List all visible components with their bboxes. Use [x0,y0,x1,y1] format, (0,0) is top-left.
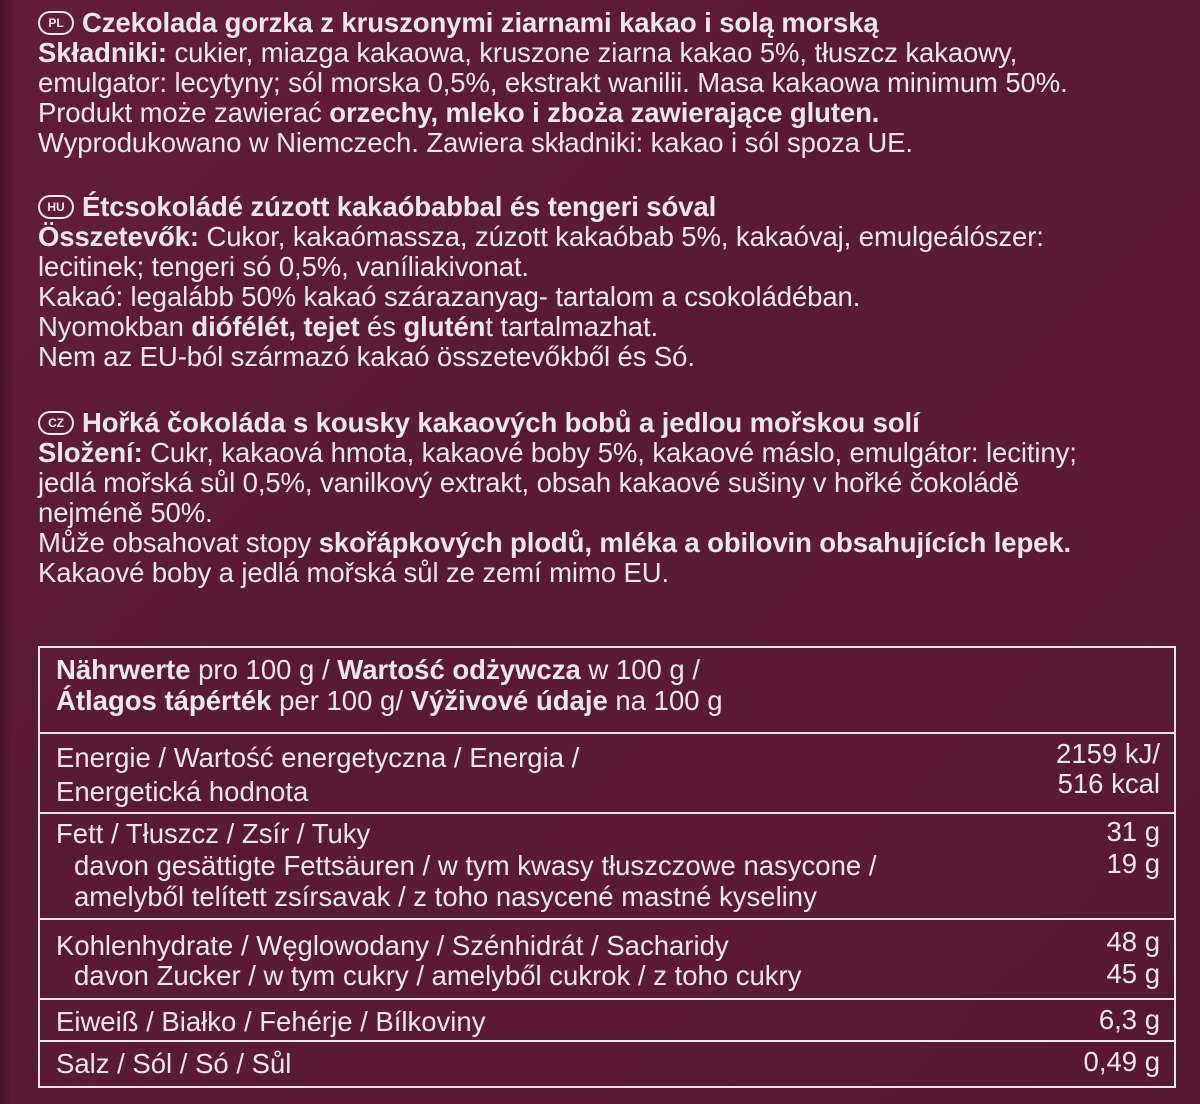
czech-ingredients-line-2: jedlá mořská sůl 0,5%, vanilkový extrakt, obsah kakaové sušiny v hořké čokoládě [38,467,1020,498]
czech-ingredients-text-1: Cukr, kakaová hmota, kakaové boby 5%, kakaové máslo, emulgátor: lecitiny; [142,437,1077,468]
czech-section [38,408,1077,588]
hungarian-cocoa-line: Kakaó: legalább 50% kakaó szárazanyag- tartalom a csokoládéban. [38,281,861,312]
hungarian-ingredients-label: Összetevők: [38,221,199,252]
protein-row [40,998,1174,1040]
polish-allergen-line [38,98,1068,128]
header-per-100g-2: w 100 g / [580,654,701,685]
hungarian-allergen-post: t tartalmazhat. [485,311,659,342]
czech-allergen-pre: Může obsahovat stopy [38,527,319,558]
carbohydrate-row [40,918,1174,998]
hungarian-allergen-pre: Nyomokban [38,311,192,342]
polish-allergen-nuts: orzechy [329,97,431,128]
hungarian-title [38,192,1044,222]
polish-ingredients-line-2: emulgator: lecytyny; sól morska 0,5%, ekstrakt wanilii. Masa kakaowa minimum 50%. [38,67,1068,98]
polish-ingredients-line-1 [38,38,1068,68]
hungarian-allergen-line [38,312,1044,342]
fat-row [40,812,1174,918]
hungarian-section [38,192,1044,372]
energy-row [40,732,1174,812]
header-vyzivove: Výživové údaje [410,685,608,716]
carbohydrate-label: Kohlenhydrate / Węglowodany / Szénhidrát / Sacharidy [56,930,729,961]
hungarian-allergen-nuts: diófélét [191,311,289,342]
energy-kcal-value: 516 kcal [1057,768,1160,799]
sugar-value: 45 g [1106,958,1160,989]
header-atlagos: Átlagos tápérték [56,685,272,716]
energy-label-1: Energie / Wartość energetyczna / Energia / [56,742,580,773]
header-per-100g-3: per 100 g/ [271,685,411,716]
hungarian-allergen-milk: tejet [303,311,360,342]
polish-ingredients-label: Składniki: [38,37,167,68]
header-nahrwerte: Nährwerte [56,654,191,685]
hungarian-origin-line: Nem az EU-ból származó kakaó összetevőkből és Só. [38,341,695,372]
hungarian-allergen-sep-2: és [359,311,404,342]
hu-language-badge: HU [38,195,74,219]
package-edge [0,0,14,1104]
czech-origin-line: Kakaové boby a jedlá mořská sůl ze zemí mimo EU. [38,557,670,588]
polish-allergen-milk: mleko [445,97,525,128]
hungarian-ingredients-line-2: lecitinek; tengeri só 0,5%, vaníliakivonat. [38,251,529,282]
hungarian-ingredients-text-1: Cukor, kakaómassza, zúzott kakaóbab 5%, kakaóvaj, emulgeálószer: [198,221,1044,252]
pl-language-badge: PL [38,11,74,35]
salt-label: Salz / Sól / Só / Sůl [56,1048,292,1079]
energy-label-2: Energetická hodnota [56,776,309,807]
header-wartosc: Wartość odżywcza [337,654,581,685]
czech-allergen-list: skořápkových plodů, mléka a obilovin obsahujících lepek. [318,527,1072,558]
czech-title-text: Hořká čokoláda s kousky kakaových bobů a jedlou mořskou solí [82,407,920,438]
hungarian-title-text: Étcsokoládé zúzott kakaóbabbal és tengeri sóval [82,191,717,222]
fat-label: Fett / Tłuszcz / Zsír / Tuky [56,818,371,849]
polish-allergen-pre: Produkt może zawierać [38,97,330,128]
saturated-fat-value: 19 g [1106,848,1160,879]
polish-origin-line: Wyprodukowano w Niemczech. Zawiera składniki: kakao i sól spoza UE. [38,127,913,158]
polish-ingredients-text-1: cukier, miazga kakaowa, kruszone ziarna kakao 5%, tłuszcz kakaowy, [166,37,1018,68]
saturated-fat-label-2: amelyből telített zsírsavak / z toho nasycené mastné kyseliny [74,881,817,912]
salt-value: 0,49 g [1083,1046,1160,1077]
polish-allergen-sep-1: , [430,97,446,128]
protein-value: 6,3 g [1098,1004,1160,1035]
polish-allergen-sep-2: i [524,97,548,128]
nutrition-header-line-1 [56,654,700,685]
nutrition-table [38,646,1176,1088]
salt-row [40,1040,1174,1086]
fat-value: 31 g [1106,816,1160,847]
nutrition-header-row [40,648,1174,734]
hungarian-allergen-sep-1: , [288,311,304,342]
cz-language-badge: CZ [38,411,74,435]
hungarian-ingredients-line-1 [38,222,1044,252]
sugar-label: davon Zucker / w tym cukry / amelyből cukrok / z toho cukry [74,960,802,991]
czech-ingredients-line-3: nejméně 50%. [38,497,213,528]
polish-allergen-gluten: zboża zawierające gluten. [547,97,880,128]
polish-section [38,8,1068,158]
saturated-fat-label-1: davon gesättigte Fettsäuren / w tym kwasy tłuszczowe nasycone / [74,850,877,881]
header-per-100g-4: na 100 g [607,685,723,716]
czech-title [38,408,1077,438]
hungarian-allergen-gluten: glutén [403,311,486,342]
czech-allergen-line [38,528,1077,558]
header-per-100g-1: pro 100 g / [190,654,338,685]
polish-title [38,8,1068,38]
protein-label: Eiweiß / Białko / Fehérje / Bílkoviny [56,1006,486,1037]
czech-ingredients-label: Složení: [38,437,143,468]
energy-kj-value: 2159 kJ/ [1056,738,1160,769]
polish-title-text: Czekolada gorzka z kruszonymi ziarnami kakao i solą morską [82,7,879,38]
czech-ingredients-line-1 [38,438,1077,468]
carbohydrate-value: 48 g [1106,926,1160,957]
nutrition-header-line-2 [56,685,722,716]
